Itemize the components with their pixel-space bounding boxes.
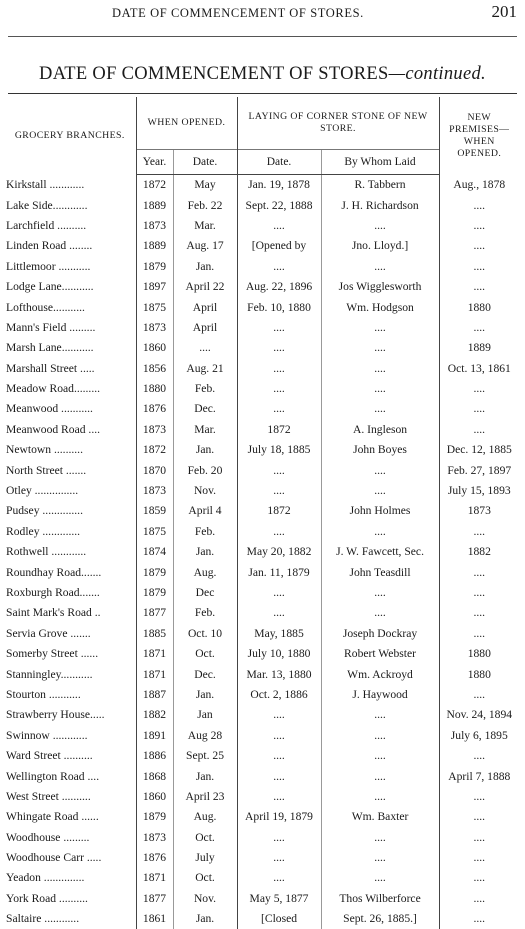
corner-stone-date: .... xyxy=(237,603,321,623)
table-row xyxy=(4,786,519,806)
branch-name: Lofthouse........... xyxy=(6,300,85,314)
date-opened: Mar. xyxy=(173,215,237,235)
date-opened: Feb. xyxy=(173,378,237,398)
year-opened: 1885 xyxy=(136,623,173,643)
table-row xyxy=(4,501,519,521)
laid-by: .... xyxy=(321,603,439,623)
table-row xyxy=(4,297,519,317)
laid-by: .... xyxy=(321,338,439,358)
branch-name: Linden Road ........ xyxy=(6,239,93,253)
corner-stone-date: .... xyxy=(237,378,321,398)
laid-by: J. H. Richardson xyxy=(321,195,439,215)
date-opened: Jan. xyxy=(173,542,237,562)
year-opened: 1874 xyxy=(136,542,173,562)
corner-stone-date: .... xyxy=(237,868,321,888)
corner-stone-date: .... xyxy=(237,786,321,806)
year-opened: 1868 xyxy=(136,766,173,786)
branch-name: Meadow Road......... xyxy=(6,382,101,396)
year-opened: 1879 xyxy=(136,256,173,276)
date-opened: Feb. xyxy=(173,521,237,541)
laid-by: .... xyxy=(321,317,439,337)
corner-stone-date: July 10, 1880 xyxy=(237,643,321,663)
header-new-premises: NEW PREMISES—WHEN OPENED. xyxy=(439,97,519,174)
new-premises-opened: .... xyxy=(439,521,519,541)
table-row xyxy=(4,236,519,256)
page-number: 201 xyxy=(491,2,517,21)
new-premises-opened: .... xyxy=(439,603,519,623)
laid-by: Robert Webster xyxy=(321,643,439,663)
corner-stone-date: 1872 xyxy=(237,419,321,439)
year-opened: 1873 xyxy=(136,480,173,500)
branch-name: Somerby Street ...... xyxy=(6,647,99,661)
corner-stone-date: .... xyxy=(237,399,321,419)
table-row xyxy=(4,623,519,643)
year-opened: 1873 xyxy=(136,827,173,847)
new-premises-opened: .... xyxy=(439,236,519,256)
laid-by: Wm. Hodgson xyxy=(321,297,439,317)
branch-name: Meanwood Road .... xyxy=(6,422,101,436)
laid-by: .... xyxy=(321,827,439,847)
table-row xyxy=(4,868,519,888)
year-opened: 1887 xyxy=(136,684,173,704)
branch-name: Stanningley........... xyxy=(6,667,93,681)
laid-by: .... xyxy=(321,480,439,500)
date-opened: Aug. 17 xyxy=(173,236,237,256)
year-opened: 1871 xyxy=(136,643,173,663)
header-rule xyxy=(8,36,517,37)
corner-stone-date: .... xyxy=(237,480,321,500)
branch-name: Saltaire ............ xyxy=(6,912,80,926)
table-row xyxy=(4,480,519,500)
year-opened: 1873 xyxy=(136,317,173,337)
new-premises-opened: .... xyxy=(439,195,519,215)
branch-name: Strawberry House..... xyxy=(6,708,105,722)
date-opened: Oct. 10 xyxy=(173,623,237,643)
branch-name: Yeadon .............. xyxy=(6,871,85,885)
new-premises-opened: Aug., 1878 xyxy=(439,174,519,195)
section-title-main: DATE OF COMMENCEMENT OF STORES xyxy=(39,64,389,84)
laid-by: Jno. Lloyd.] xyxy=(321,236,439,256)
branch-name: Woodhouse ......... xyxy=(6,830,90,844)
laid-by: Sept. 26, 1885.] xyxy=(321,909,439,929)
table-row xyxy=(4,521,519,541)
corner-stone-date: .... xyxy=(237,317,321,337)
date-opened: Aug. xyxy=(173,807,237,827)
new-premises-opened: .... xyxy=(439,807,519,827)
corner-stone-date: .... xyxy=(237,215,321,235)
laid-by: John Holmes xyxy=(321,501,439,521)
year-opened: 1876 xyxy=(136,847,173,867)
new-premises-opened: July 15, 1893 xyxy=(439,480,519,500)
corner-stone-date: 1872 xyxy=(237,501,321,521)
laid-by: Wm. Ackroyd xyxy=(321,664,439,684)
laid-by: .... xyxy=(321,725,439,745)
branch-name: Newtown .......... xyxy=(6,443,83,457)
corner-stone-date: .... xyxy=(237,725,321,745)
date-opened: Feb. 20 xyxy=(173,460,237,480)
branch-name: York Road .......... xyxy=(6,891,88,905)
date-opened: Dec. xyxy=(173,664,237,684)
new-premises-opened: .... xyxy=(439,215,519,235)
year-opened: 1897 xyxy=(136,276,173,296)
new-premises-opened: Feb. 27, 1897 xyxy=(439,460,519,480)
laid-by: .... xyxy=(321,378,439,398)
laid-by: Jos Wigglesworth xyxy=(321,276,439,296)
running-head-title: DATE OF COMMENCEMENT OF STORES. xyxy=(112,6,364,20)
date-opened: Aug. xyxy=(173,562,237,582)
new-premises-opened: 1880 xyxy=(439,297,519,317)
laid-by: John Boyes xyxy=(321,440,439,460)
corner-stone-date: Jan. 11, 1879 xyxy=(237,562,321,582)
section-title-continued: —continued. xyxy=(388,64,486,84)
table-row xyxy=(4,358,519,378)
year-opened: 1880 xyxy=(136,378,173,398)
laid-by: .... xyxy=(321,786,439,806)
corner-stone-date: [Closed xyxy=(237,909,321,929)
date-opened: Oct. xyxy=(173,643,237,663)
new-premises-opened: .... xyxy=(439,827,519,847)
date-opened: Jan. xyxy=(173,909,237,929)
date-opened: July xyxy=(173,847,237,867)
corner-stone-date: .... xyxy=(237,847,321,867)
date-opened: April 22 xyxy=(173,276,237,296)
date-opened: Feb. 22 xyxy=(173,195,237,215)
header-by-whom-laid: By Whom Laid xyxy=(321,149,439,174)
branch-name: Ward Street .......... xyxy=(6,749,93,763)
laid-by: .... xyxy=(321,766,439,786)
corner-stone-date: Mar. 13, 1880 xyxy=(237,664,321,684)
laid-by: .... xyxy=(321,460,439,480)
header-date: Date. xyxy=(173,149,237,174)
new-premises-opened: 1880 xyxy=(439,643,519,663)
branch-name: Littlemoor ........... xyxy=(6,259,91,273)
stores-table xyxy=(4,97,519,929)
table-row xyxy=(4,888,519,908)
corner-stone-date: .... xyxy=(237,256,321,276)
branch-name: Stourton ........... xyxy=(6,687,81,701)
date-opened: April xyxy=(173,317,237,337)
new-premises-opened: 1880 xyxy=(439,664,519,684)
date-opened: Nov. xyxy=(173,888,237,908)
new-premises-opened: April 7, 1888 xyxy=(439,766,519,786)
laid-by: .... xyxy=(321,868,439,888)
branch-name: North Street ....... xyxy=(6,463,87,477)
date-opened: Oct. xyxy=(173,827,237,847)
table-row xyxy=(4,643,519,663)
new-premises-opened: 1889 xyxy=(439,338,519,358)
year-opened: 1886 xyxy=(136,745,173,765)
date-opened: Dec. xyxy=(173,399,237,419)
new-premises-opened: July 6, 1895 xyxy=(439,725,519,745)
corner-stone-date: July 18, 1885 xyxy=(237,440,321,460)
table-row xyxy=(4,399,519,419)
table-row xyxy=(4,827,519,847)
year-opened: 1861 xyxy=(136,909,173,929)
section-title xyxy=(0,64,525,85)
laid-by: .... xyxy=(321,521,439,541)
new-premises-opened: .... xyxy=(439,562,519,582)
date-opened: Aug 28 xyxy=(173,725,237,745)
branch-name: Roxburgh Road....... xyxy=(6,586,100,599)
date-opened: Feb. xyxy=(173,603,237,623)
year-opened: 1872 xyxy=(136,174,173,195)
table-row xyxy=(4,419,519,439)
new-premises-opened: Oct. 13, 1861 xyxy=(439,358,519,378)
corner-stone-date: Jan. 19, 1878 xyxy=(237,174,321,195)
new-premises-opened: .... xyxy=(439,888,519,908)
branch-name: Whingate Road ...... xyxy=(6,810,99,824)
branch-name: Kirkstall ............ xyxy=(6,177,85,191)
new-premises-opened: .... xyxy=(439,909,519,929)
running-head xyxy=(0,0,525,26)
year-opened: 1871 xyxy=(136,664,173,684)
corner-stone-date: .... xyxy=(237,766,321,786)
date-opened: Aug. 21 xyxy=(173,358,237,378)
year-opened: 1871 xyxy=(136,868,173,888)
laid-by: Joseph Dockray xyxy=(321,623,439,643)
branch-name: Woodhouse Carr ..... xyxy=(6,851,102,865)
laid-by: R. Tabbern xyxy=(321,174,439,195)
year-opened: 1891 xyxy=(136,725,173,745)
date-opened: Jan xyxy=(173,705,237,725)
branch-name: Roundhay Road....... xyxy=(6,565,102,579)
date-opened: Jan. xyxy=(173,440,237,460)
table-row xyxy=(4,256,519,276)
branch-name: Larchfield .......... xyxy=(6,218,87,232)
corner-stone-date: .... xyxy=(237,521,321,541)
branch-name: Meanwood ........... xyxy=(6,402,93,416)
corner-stone-date: April 19, 1879 xyxy=(237,807,321,827)
date-opened: April 23 xyxy=(173,786,237,806)
header-grocery-branches: GROCERY BRANCHES. xyxy=(14,129,125,141)
corner-stone-date: Oct. 2, 1886 xyxy=(237,684,321,704)
year-opened: 1889 xyxy=(136,195,173,215)
new-premises-opened: .... xyxy=(439,399,519,419)
laid-by: J. Haywood xyxy=(321,684,439,704)
year-opened: 1875 xyxy=(136,521,173,541)
corner-stone-date: .... xyxy=(237,582,321,602)
year-opened: 1877 xyxy=(136,888,173,908)
laid-by: .... xyxy=(321,399,439,419)
table-row xyxy=(4,215,519,235)
laid-by: Wm. Baxter xyxy=(321,807,439,827)
new-premises-opened: 1882 xyxy=(439,542,519,562)
table-row xyxy=(4,276,519,296)
date-opened: Nov. xyxy=(173,480,237,500)
date-opened: Mar. xyxy=(173,419,237,439)
corner-stone-date: .... xyxy=(237,338,321,358)
corner-stone-date: May 20, 1882 xyxy=(237,542,321,562)
new-premises-opened: .... xyxy=(439,317,519,337)
year-opened: 1882 xyxy=(136,705,173,725)
table-row xyxy=(4,562,519,582)
title-rule xyxy=(8,93,517,94)
year-opened: 1860 xyxy=(136,786,173,806)
table-row xyxy=(4,378,519,398)
stores-rows xyxy=(4,174,519,929)
year-opened: 1879 xyxy=(136,562,173,582)
laid-by: John Teasdill xyxy=(321,562,439,582)
year-opened: 1873 xyxy=(136,215,173,235)
table-row xyxy=(4,338,519,358)
year-opened: 1879 xyxy=(136,807,173,827)
date-opened: Oct. xyxy=(173,868,237,888)
new-premises-opened: Dec. 12, 1885 xyxy=(439,440,519,460)
corner-stone-date: Feb. 10, 1880 xyxy=(237,297,321,317)
new-premises-opened: .... xyxy=(439,745,519,765)
date-opened: April 4 xyxy=(173,501,237,521)
year-opened: 1859 xyxy=(136,501,173,521)
date-opened: .... xyxy=(173,338,237,358)
corner-stone-date: May, 1885 xyxy=(237,623,321,643)
new-premises-opened: Nov. 24, 1894 xyxy=(439,705,519,725)
branch-name: Saint Mark's Road .. xyxy=(6,606,101,620)
date-opened: Jan. xyxy=(173,256,237,276)
laid-by: A. Ingleson xyxy=(321,419,439,439)
table-row xyxy=(4,317,519,337)
date-opened: May xyxy=(173,174,237,195)
branch-name: West Street .......... xyxy=(6,789,91,803)
header-when-opened: WHEN OPENED. xyxy=(136,97,237,149)
table-row xyxy=(4,174,519,195)
table-row xyxy=(4,766,519,786)
year-opened: 1876 xyxy=(136,399,173,419)
corner-stone-date: .... xyxy=(237,358,321,378)
new-premises-opened: .... xyxy=(439,582,519,602)
date-opened: Sept. 25 xyxy=(173,745,237,765)
year-opened: 1856 xyxy=(136,358,173,378)
new-premises-opened: .... xyxy=(439,256,519,276)
new-premises-opened: .... xyxy=(439,276,519,296)
laid-by: .... xyxy=(321,256,439,276)
new-premises-opened: .... xyxy=(439,378,519,398)
branch-name: Otley ............... xyxy=(6,484,79,498)
year-opened: 1872 xyxy=(136,440,173,460)
corner-stone-date: Sept. 22, 1888 xyxy=(237,195,321,215)
header-year: Year. xyxy=(136,149,173,174)
branch-name: Marsh Lane........... xyxy=(6,341,94,355)
new-premises-opened: .... xyxy=(439,419,519,439)
laid-by: .... xyxy=(321,215,439,235)
year-opened: 1870 xyxy=(136,460,173,480)
year-opened: 1875 xyxy=(136,297,173,317)
branch-name: Lodge Lane........... xyxy=(6,280,94,294)
header-laying-corner-stone: LAYING OF CORNER STONE OF NEW STORE. xyxy=(237,97,439,149)
laid-by: .... xyxy=(321,358,439,378)
new-premises-opened: 1873 xyxy=(439,501,519,521)
new-premises-opened: .... xyxy=(439,847,519,867)
corner-stone-date: [Opened by xyxy=(237,236,321,256)
date-opened: April xyxy=(173,297,237,317)
year-opened: 1860 xyxy=(136,338,173,358)
laid-by: .... xyxy=(321,847,439,867)
branch-name: Mann's Field ......... xyxy=(6,320,96,334)
header-cs-date: Date. xyxy=(237,149,321,174)
table-row xyxy=(4,582,519,602)
table-row xyxy=(4,542,519,562)
year-opened: 1873 xyxy=(136,419,173,439)
branch-name: Pudsey .............. xyxy=(6,504,83,518)
table-row xyxy=(4,909,519,929)
corner-stone-date: .... xyxy=(237,705,321,725)
date-opened: Jan. xyxy=(173,684,237,704)
branch-name: Rodley ............. xyxy=(6,524,81,538)
new-premises-opened: .... xyxy=(439,623,519,643)
table-row xyxy=(4,684,519,704)
year-opened: 1879 xyxy=(136,582,173,602)
laid-by: .... xyxy=(321,582,439,602)
branch-name: Lake Side............ xyxy=(6,198,88,212)
table-row xyxy=(4,195,519,215)
table-row xyxy=(4,664,519,684)
new-premises-opened: .... xyxy=(439,868,519,888)
laid-by: .... xyxy=(321,705,439,725)
corner-stone-date: .... xyxy=(237,745,321,765)
corner-stone-date: .... xyxy=(237,827,321,847)
year-opened: 1889 xyxy=(136,236,173,256)
laid-by: J. W. Fawcett, Sec. xyxy=(321,542,439,562)
table-row xyxy=(4,725,519,745)
branch-name: Rothwell ............ xyxy=(6,545,87,559)
corner-stone-date: .... xyxy=(237,460,321,480)
branch-name: Swinnow ............ xyxy=(6,728,88,742)
laid-by: Thos Wilberforce xyxy=(321,888,439,908)
branch-name: Wellington Road .... xyxy=(6,769,100,783)
corner-stone-date: May 5, 1877 xyxy=(237,888,321,908)
date-opened: Dec xyxy=(173,582,237,602)
corner-stone-date: Aug. 22, 1896 xyxy=(237,276,321,296)
date-opened: Jan. xyxy=(173,766,237,786)
table-row xyxy=(4,603,519,623)
table-row xyxy=(4,440,519,460)
new-premises-opened: .... xyxy=(439,684,519,704)
table-row xyxy=(4,460,519,480)
branch-name: Marshall Street ..... xyxy=(6,361,95,375)
year-opened: 1877 xyxy=(136,603,173,623)
table-row xyxy=(4,705,519,725)
table-row xyxy=(4,745,519,765)
table-row xyxy=(4,847,519,867)
laid-by: .... xyxy=(321,745,439,765)
branch-name: Servia Grove ....... xyxy=(6,626,91,640)
new-premises-opened: .... xyxy=(439,786,519,806)
